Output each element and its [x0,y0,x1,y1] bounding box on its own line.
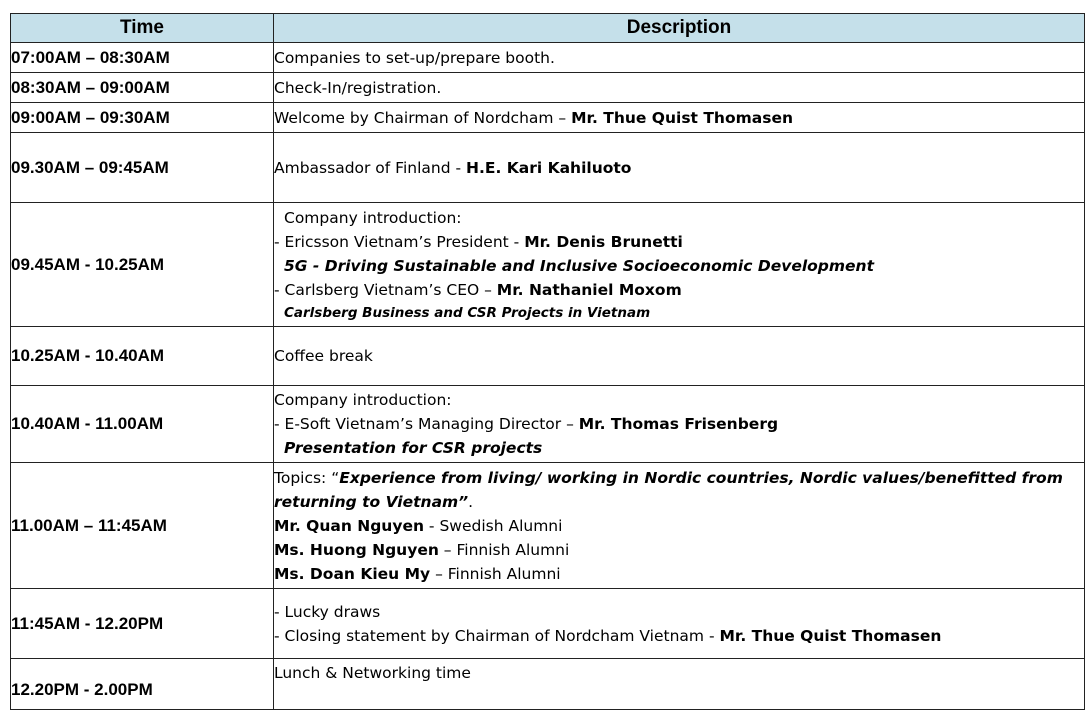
description-cell [274,103,1085,133]
intro-text: Company introduction: [284,208,462,227]
topics-end: . [468,492,474,511]
time-cell: 11.00AM – 11:45AM [11,463,274,589]
topics-text-continued: returning to Vietnam” [274,492,469,511]
talk-topic: 5G - Driving Sustainable and Inclusive Socioeconomic Development [284,256,874,275]
description-cell: Lunch & Networking time [274,659,1085,710]
description-cell [274,386,1085,463]
time-cell: 11:45AM - 12.20PM [11,589,274,659]
table-row [11,103,1085,133]
talk-topic: Carlsberg Business and CSR Projects in Vietnam [284,304,651,321]
header-row [11,14,1085,43]
speaker-role: - Ericsson Vietnam’s President - [274,232,525,251]
panelist-desc: – Finnish Alumni [438,540,570,559]
description-cell [274,203,1085,327]
time-cell: 10.40AM - 11.00AM [11,386,274,463]
description-column-header: Description [274,14,1085,43]
description-cell: Check-In/registration. [274,73,1085,103]
panelist-desc: – Finnish Alumni [430,564,561,583]
table-row [11,659,1085,710]
time-cell: 12.20PM - 2.00PM [11,659,274,710]
speaker-role: - E-Soft Vietnam’s Managing Director – [274,415,579,433]
table-row [11,463,1085,589]
time-cell: 07:00AM – 08:30AM [11,43,274,73]
description-cell [274,463,1085,589]
agenda-table [10,13,1085,710]
description-cell: Coffee break [274,327,1085,386]
description-cell: Companies to set-up/prepare booth. [274,43,1085,73]
panelist-desc: - Swedish Alumni [424,516,563,535]
topics-text: Experience from living/ working in Nordic countries, Nordic values/benefitted from [339,468,1063,487]
speaker-role: - Carlsberg Vietnam’s CEO – [274,280,497,299]
panelist-name: Ms. Doan Kieu My [274,564,431,583]
time-cell: 08:30AM – 09:00AM [11,73,274,103]
table-row [11,73,1085,103]
table-row [11,386,1085,463]
speaker-name: Mr. Nathaniel Moxom [496,280,682,299]
table-row [11,327,1085,386]
time-cell: 10.25AM - 10.40AM [11,327,274,386]
speaker-name: Mr. Thomas Frisenberg [578,415,779,433]
activity-text: - Lucky draws [274,602,381,621]
table-row [11,43,1085,73]
speaker-name: Mr. Denis Brunetti [524,232,683,251]
description-cell [274,133,1085,203]
description-text: Ambassador of Finland - [274,158,467,177]
speaker-name: Mr. Thue Quist Thomasen [719,626,942,645]
talk-topic: Presentation for CSR projects [284,439,543,457]
panelist-name: Mr. Quan Nguyen [274,516,424,535]
activity-text: - Closing statement by Chairman of Nordcham Vietnam - [274,626,720,645]
panelist-name: Ms. Huong Nguyen [274,540,439,559]
table-row [11,133,1085,203]
time-cell: 09:00AM – 09:30AM [11,103,274,133]
speaker-name: H.E. Kari Kahiluoto [466,158,632,177]
table-row [11,589,1085,659]
table-row [11,203,1085,327]
time-cell: 09.45AM - 10.25AM [11,203,274,327]
intro-text: Company introduction: [274,391,452,409]
time-cell: 09.30AM – 09:45AM [11,133,274,203]
topics-label: Topics: “ [274,468,340,487]
time-column-header: Time [11,14,274,43]
speaker-name: Mr. Thue Quist Thomasen [571,108,793,127]
description-text: Welcome by Chairman of Nordcham – [274,108,572,127]
description-cell [274,589,1085,659]
